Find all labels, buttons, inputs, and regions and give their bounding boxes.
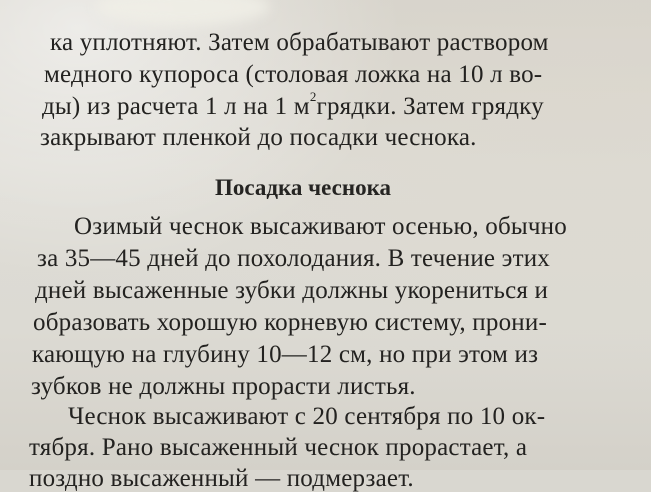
- text-line-content: образовать хорошую корневую систему, прони-: [33, 309, 547, 336]
- text-line-content: за 35—45 дней до похолодания. В течение этих: [37, 245, 550, 272]
- text-line: [44, 62, 651, 87]
- text-line-content: грядки. Затем грядку: [316, 93, 544, 121]
- text-line: [68, 404, 651, 429]
- text-line-content: тября. Рано высаженный чеснок прорастает, а: [29, 434, 528, 461]
- text-line: [37, 246, 651, 271]
- text-line-content: Чеснок высаживают с 20 сентября по 10 ок-: [68, 403, 546, 430]
- text-line: [32, 342, 651, 367]
- text-line-content: поздно высаженный — подмерзает.: [29, 465, 414, 492]
- text-line: [40, 125, 651, 150]
- text-line: [50, 30, 651, 55]
- text-line-content: ка уплотняют. Затем обрабатывают раствором: [50, 29, 549, 56]
- paper-stain: [95, 0, 270, 26]
- text-line: [33, 310, 651, 335]
- section-heading: Посадка чеснока: [215, 175, 391, 200]
- text-line: [35, 278, 651, 303]
- superscript: 2: [309, 89, 317, 104]
- text-line-content: закрывают пленкой до посадки чеснока.: [40, 124, 477, 151]
- text-line: [74, 214, 651, 239]
- text-line: [29, 466, 651, 491]
- text-line-content: медного купороса (столовая ложка на 10 л во-: [44, 61, 543, 88]
- text-line-content: дней высаженные зубки должны укорениться и: [35, 277, 549, 304]
- text-line-content: ды) из расчета 1 л на 1 м: [42, 93, 310, 121]
- text-line: [42, 89, 651, 121]
- text-line-content: кающую на глубину 10—12 см, но при этом из: [32, 341, 539, 368]
- text-line-content: Озимый чеснок высаживают осенью, обычно: [74, 213, 567, 240]
- text-line: [29, 435, 651, 460]
- text-line-content: зубков не должны прорасти листья.: [31, 373, 416, 400]
- text-line: [31, 374, 651, 399]
